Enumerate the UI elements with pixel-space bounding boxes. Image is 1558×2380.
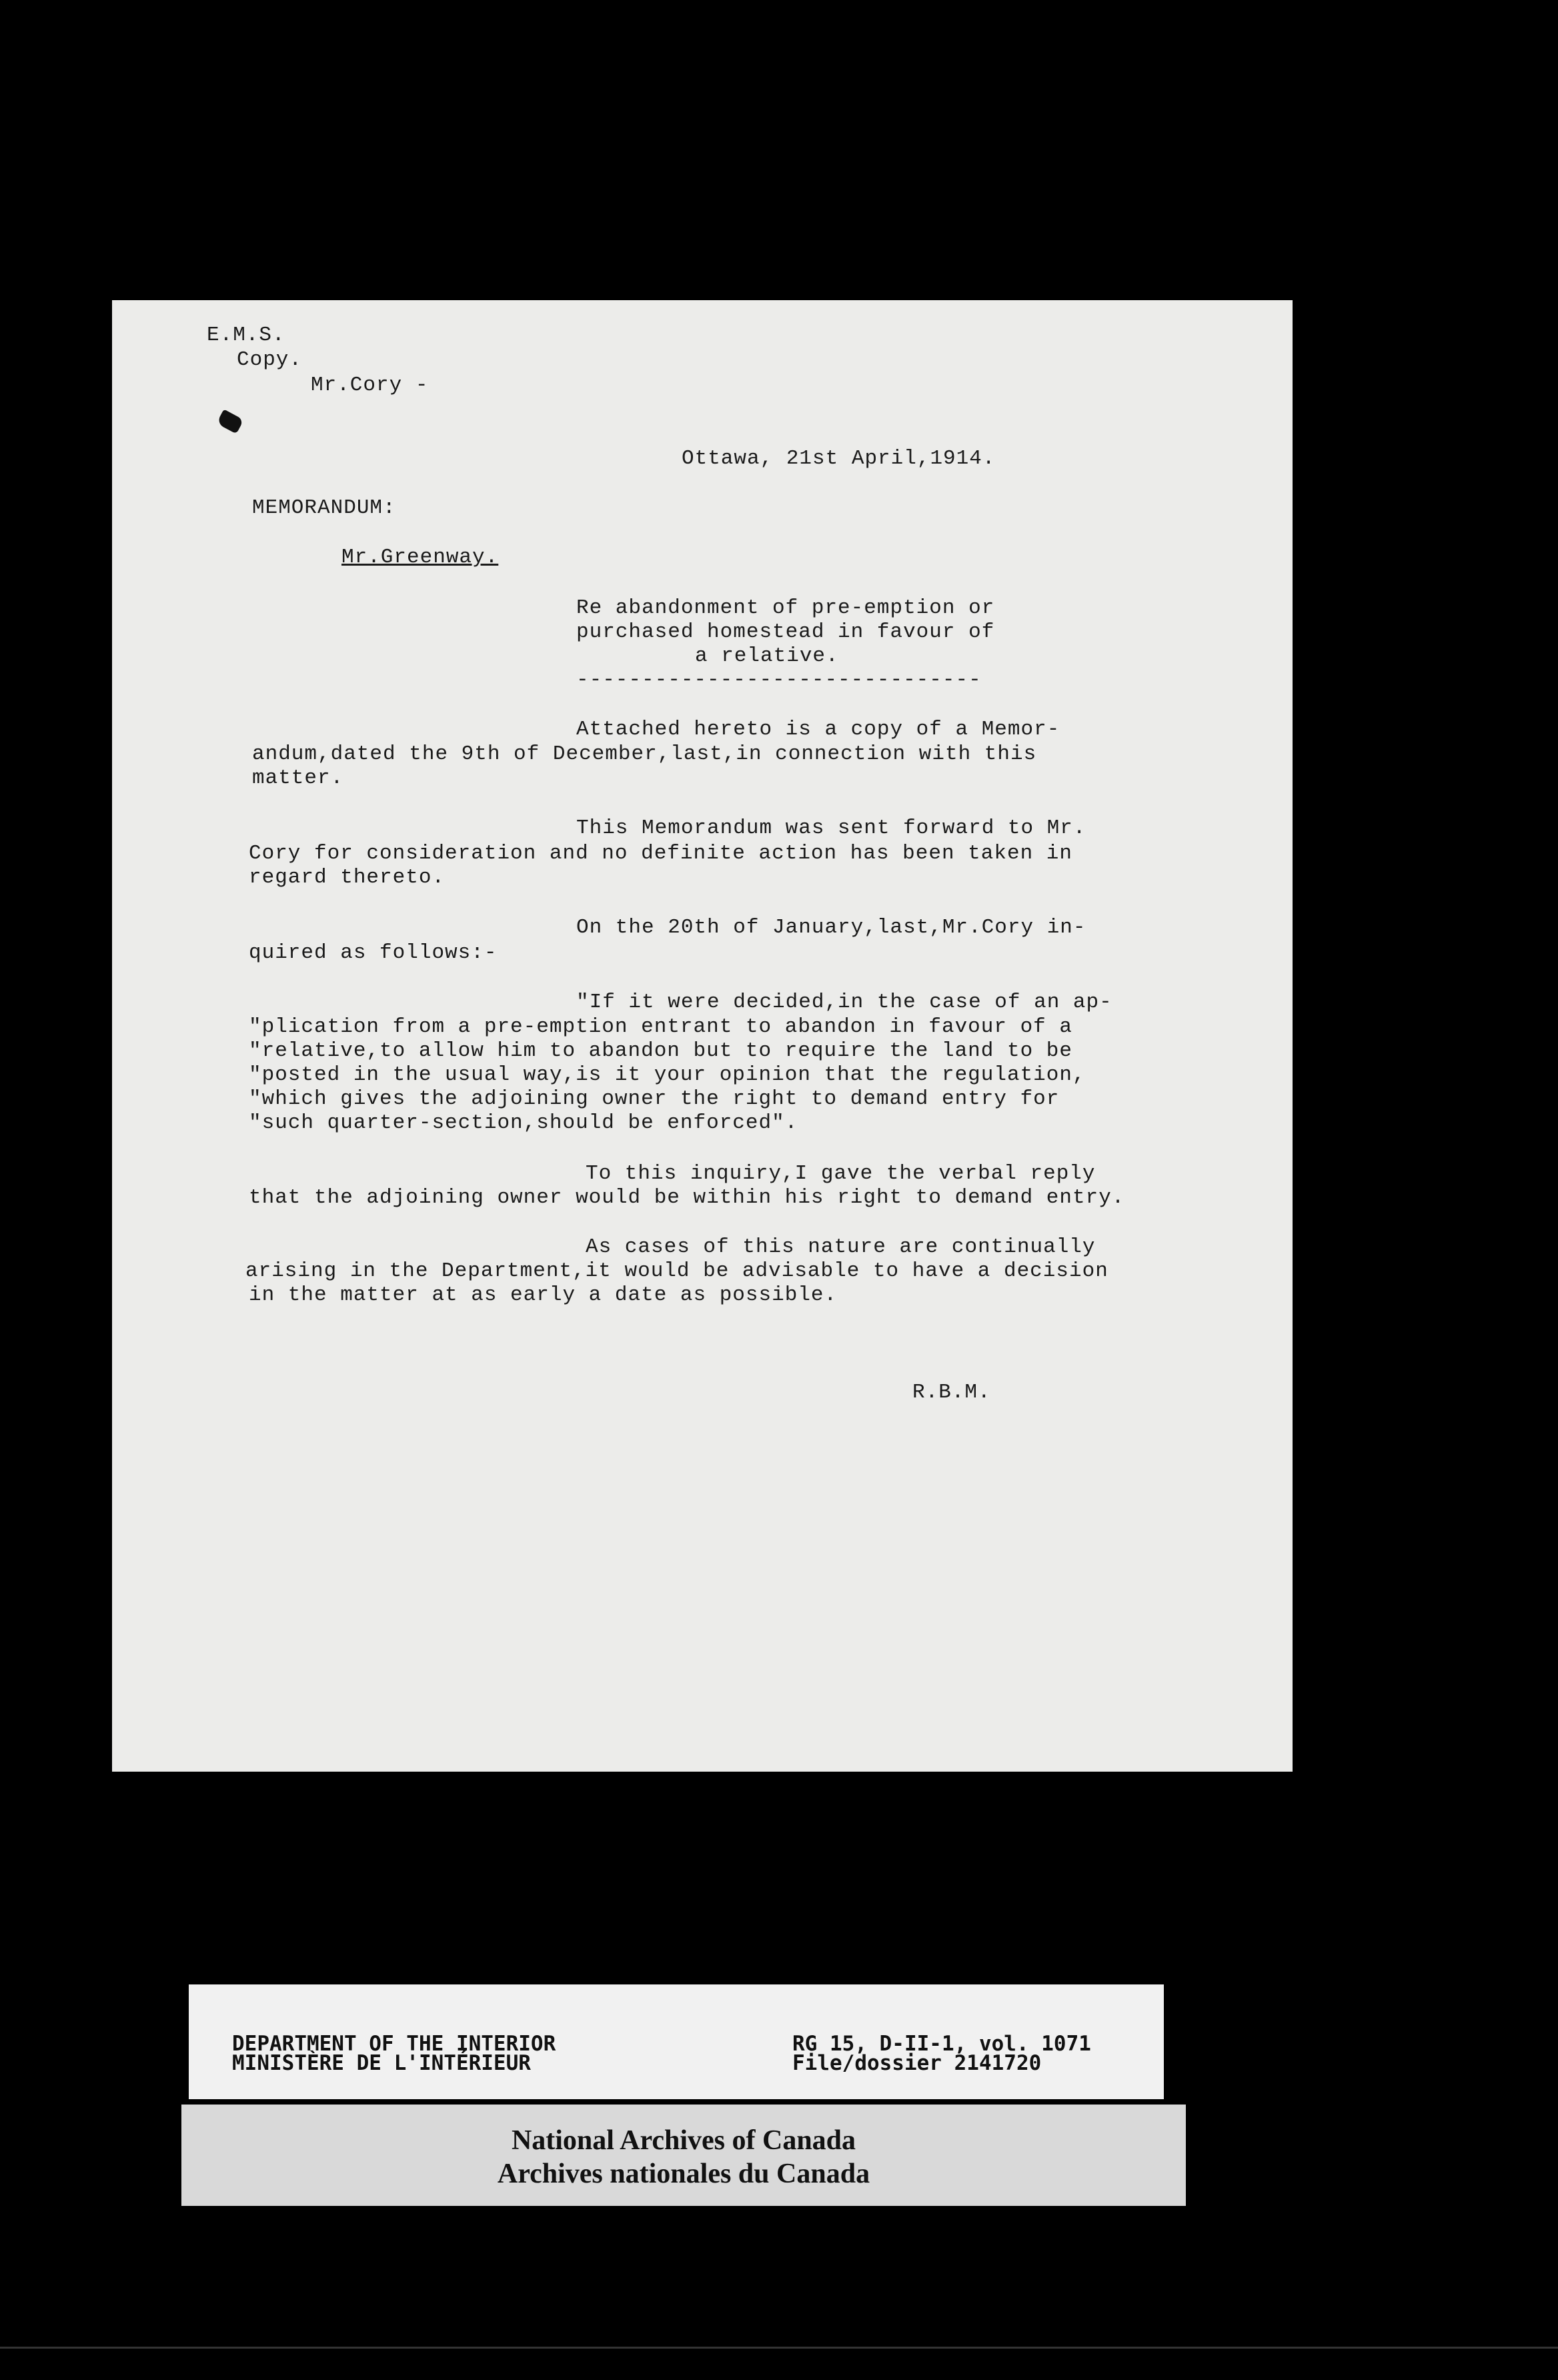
department-name-en: DEPARTMENT OF THE INTERIOR (232, 2032, 556, 2056)
quote-line: "such quarter-section,should be enforced". (249, 1111, 798, 1135)
paragraph-line: regard thereto. (249, 866, 446, 889)
department-name-fr: MINISTÈRE DE L'INTÉRIEUR (232, 2051, 531, 2075)
addressee: Mr.Greenway. (341, 546, 499, 569)
paragraph-line: that the adjoining owner would be within his right to demand entry. (249, 1186, 1125, 1209)
archive-name-en: National Archives of Canada (511, 2125, 856, 2156)
signature-initials: R.B.M. (912, 1381, 991, 1404)
bottom-border (0, 2347, 1558, 2349)
place-date: Ottawa, 21st April,1914. (682, 447, 996, 470)
file-number: File/dossier 2141720 (792, 2051, 1042, 2075)
paragraph-line: Cory for consideration and no definite action has been taken in (249, 842, 1072, 865)
initials: E.M.S. (207, 324, 285, 347)
paragraph-line: matter. (252, 766, 344, 790)
subject-line: purchased homestead in favour of (576, 620, 995, 644)
subject-line: a relative. (695, 644, 839, 668)
paragraph-line: quired as follows:- (249, 941, 498, 965)
paragraph-line: arising in the Department,it would be advisable to have a decision (245, 1259, 1108, 1283)
quote-line: "relative,to allow him to abandon but to require the land to be (249, 1039, 1072, 1063)
archive-banner (181, 2105, 1186, 2206)
copy-label: Copy. (237, 348, 303, 372)
quote-line: "If it were decided,in the case of an ap- (576, 991, 1112, 1014)
quote-line: "posted in the usual way,is it your opinion that the regulation, (249, 1063, 1086, 1087)
archive-reference-label (189, 1984, 1164, 2099)
paragraph-line: Attached hereto is a copy of a Memor- (576, 718, 1060, 741)
record-group-reference: RG 15, D-II-1, vol. 1071 (792, 2032, 1091, 2056)
cc-line: Mr.Cory - (311, 374, 429, 397)
paragraph-line: in the matter at as early a date as possible. (249, 1283, 838, 1307)
subject-line: Re abandonment of pre-emption or (576, 596, 995, 620)
paragraph-line: On the 20th of January,last,Mr.Cory in- (576, 916, 1086, 939)
paragraph-line: To this inquiry,I gave the verbal reply (586, 1162, 1096, 1185)
quote-line: "which gives the adjoining owner the right to demand entry for (249, 1087, 1060, 1111)
paragraph-line: andum,dated the 9th of December,last,in connection with this (252, 742, 1037, 766)
quote-line: "plication from a pre-emption entrant to abandon in favour of a (249, 1015, 1072, 1039)
archive-name-fr: Archives nationales du Canada (497, 2159, 870, 2189)
paragraph-line: This Memorandum was sent forward to Mr. (576, 816, 1086, 840)
paragraph-line: As cases of this nature are continually (586, 1235, 1096, 1259)
memorandum-heading: MEMORANDUM: (252, 496, 396, 520)
subject-rule: ------------------------------- (576, 668, 982, 692)
